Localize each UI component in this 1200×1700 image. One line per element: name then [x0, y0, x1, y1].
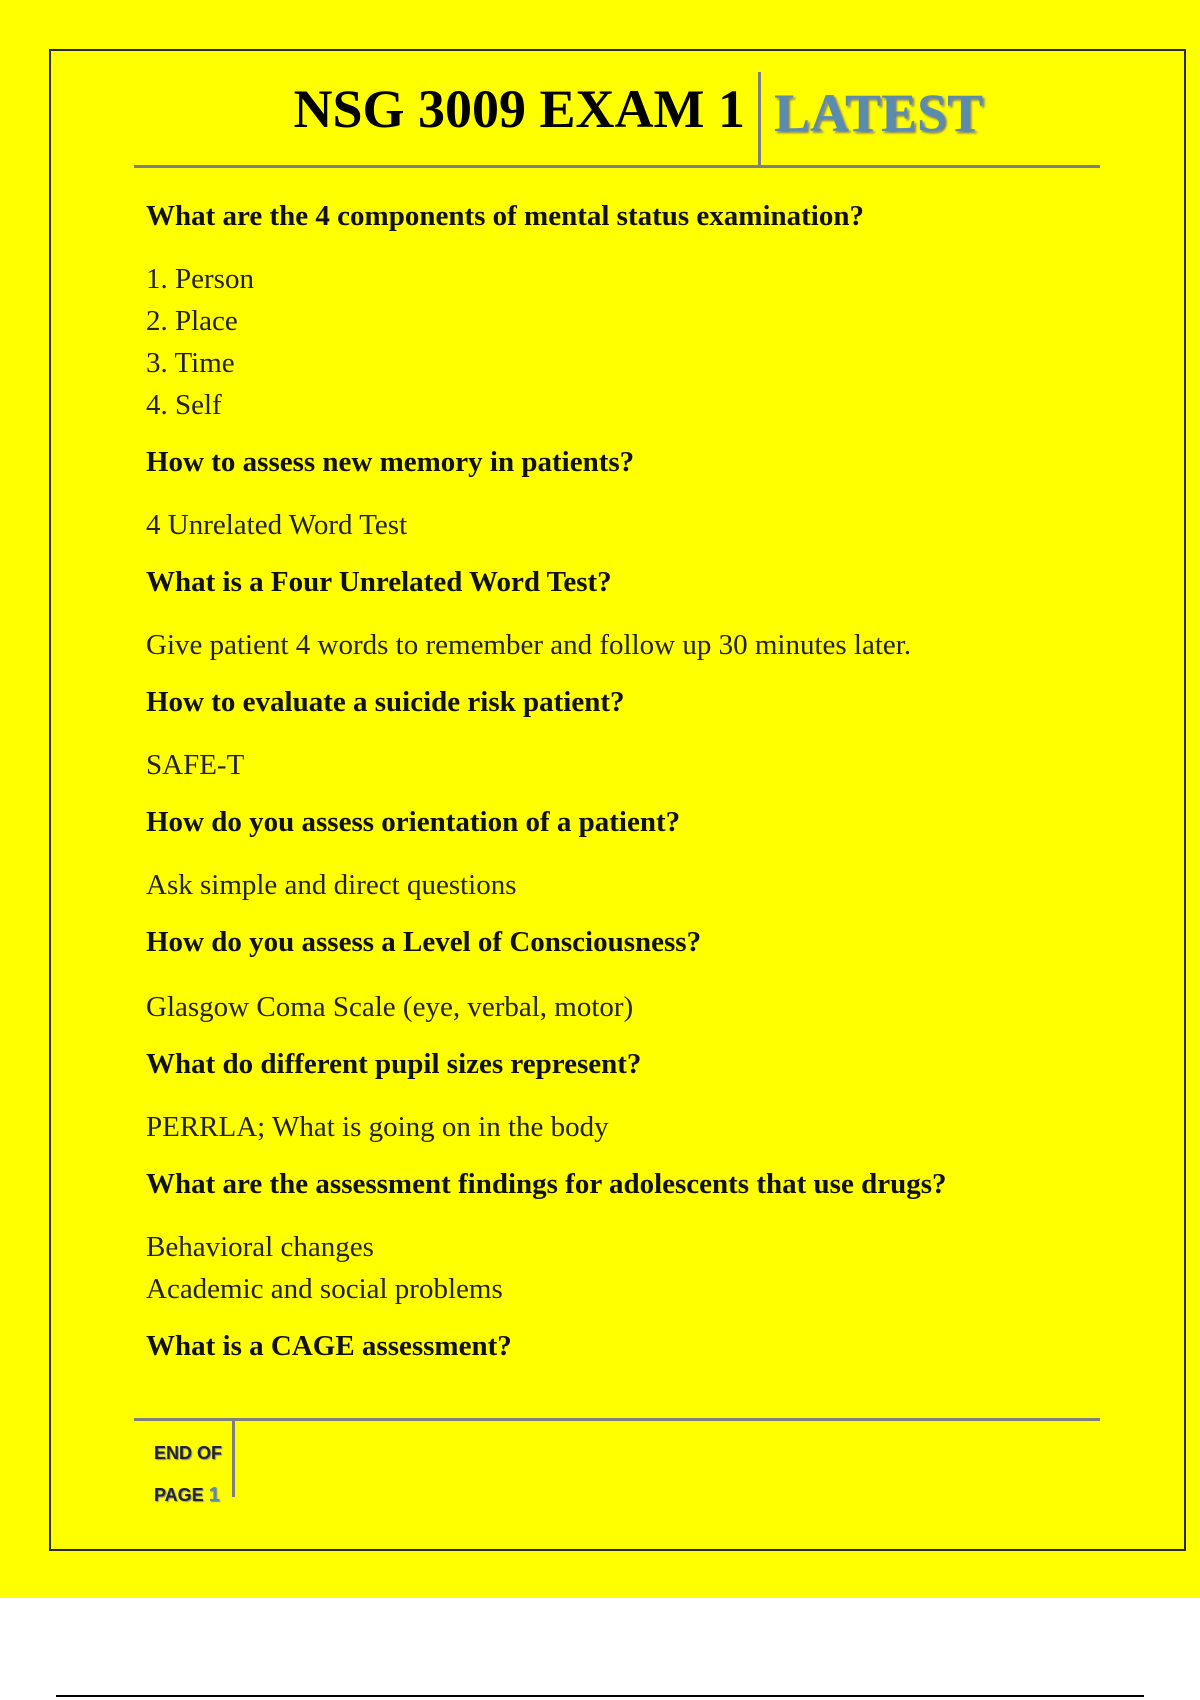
page-indicator [154, 1432, 230, 1516]
answer: SAFE-T [146, 749, 245, 781]
document-header [134, 72, 1100, 168]
question: What are the assessment findings for adolescents that use drugs? [146, 1168, 947, 1200]
footer-line-2 [154, 1474, 230, 1516]
header-divider [758, 72, 761, 166]
answer-list [146, 986, 1086, 1028]
document-title: NSG 3009 EXAM 1 [293, 79, 745, 139]
answer: 3. Time [146, 347, 235, 379]
page-number: 1 [208, 1484, 220, 1506]
answer: 4. Self [146, 389, 222, 421]
answer-list [146, 504, 1086, 546]
footer-divider [232, 1421, 235, 1497]
qa-item [146, 1326, 1086, 1366]
answer: Ask simple and direct questions [146, 869, 517, 901]
question: What is a CAGE assessment? [146, 1330, 512, 1362]
page-footer [134, 1418, 1100, 1506]
question: How do you assess orientation of a patient? [146, 806, 681, 838]
question: How do you assess a Level of Consciousness? [146, 926, 702, 958]
latest-badge: LATEST [774, 83, 984, 143]
footer-line-1: END OF [154, 1443, 223, 1463]
qa-list [146, 196, 1086, 1366]
answer: 1. Person [146, 263, 254, 295]
question: What are the 4 components of mental status examination? [146, 200, 864, 232]
qa-item [146, 922, 1086, 1028]
header-rule [134, 165, 1100, 168]
qa-item [146, 196, 1086, 426]
question: How to evaluate a suicide risk patient? [146, 686, 625, 718]
answer: PERRLA; What is going on in the body [146, 1111, 609, 1143]
answer-list [146, 744, 1086, 786]
answer: Behavioral changes [146, 1231, 374, 1263]
question: What is a Four Unrelated Word Test? [146, 566, 612, 598]
qa-item [146, 1044, 1086, 1148]
answer-list [146, 1106, 1086, 1148]
bottom-rule [56, 1695, 1144, 1697]
answer: Academic and social problems [146, 1273, 503, 1305]
footer-page-word: PAGE [154, 1485, 204, 1505]
answer: Glasgow Coma Scale (eye, verbal, motor) [146, 991, 634, 1023]
answer: 4 Unrelated Word Test [146, 509, 408, 541]
answer: Give patient 4 words to remember and follow up 30 minutes later. [146, 629, 912, 661]
qa-item [146, 802, 1086, 906]
qa-item [146, 562, 1086, 666]
answer-list [146, 864, 1086, 906]
answer-list [146, 258, 1086, 426]
qa-item [146, 1164, 1086, 1310]
footer-rule [134, 1418, 1100, 1421]
qa-item [146, 682, 1086, 786]
answer: 2. Place [146, 305, 238, 337]
answer-list [146, 1226, 1086, 1310]
answer-list [146, 624, 1086, 666]
qa-item [146, 442, 1086, 546]
question: How to assess new memory in patients? [146, 446, 635, 478]
question: What do different pupil sizes represent? [146, 1048, 642, 1080]
